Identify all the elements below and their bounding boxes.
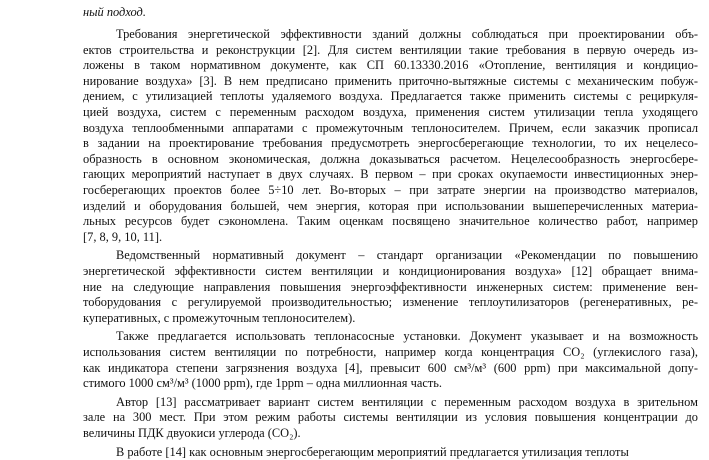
header-line: ный подход.	[83, 5, 146, 19]
text-line: [7, 8, 9, 10, 11].	[83, 229, 163, 244]
text-line: Также предлагается использовать теплонасосные установки. Документ указывает и на возможность	[116, 329, 698, 344]
text-line: нирование воздуха» [3]. В нем предписано применить приточно-вытяжные системы с механическим побуж-	[83, 73, 698, 88]
paragraph	[83, 329, 698, 391]
text-line: воздуха теплообменными аппаратами с промежуточным теплоносителем. Причем, если заказчик прописал	[83, 120, 698, 135]
text-line: дением, с утилизацией теплоты удаляемого воздуха. Предлагается также применить системы с рециркуля-	[83, 89, 698, 104]
paragraph	[83, 395, 698, 442]
text-line: В работе [14] как основным энергосберегающим мероприятий предлагается утилизация теплоты	[116, 444, 629, 459]
text-line: как индикатора степени загрязнения воздуха [4], превысит 600 см³/м³ (600 ppm) при максимальной допу-	[83, 360, 698, 375]
text-line: гающих мероприятий наступает в двух случаях. В первом – при сроках окупаемости инвестиционных энер-	[83, 167, 698, 182]
text-line: ние на следующие направления повышения энергоэффективности инженерных систем: применение вен-	[83, 279, 698, 294]
text-line: стимого 1000 см³/м³ (1000 ppm), где 1ppm – одна миллионная часть.	[83, 376, 443, 391]
text-line: Автор [13] рассматривает вариант систем вентиляции с переменным расходом воздуха в зрительном	[116, 394, 698, 409]
paragraph	[83, 248, 698, 326]
text-line: тоборудования с регулируемой производительностью; изменение теплоутилизаторов (регенеративных, ре-	[83, 295, 698, 310]
text-line: цией воздуха, систем с переменным расходом воздуха, применения систем утилизации тепла уходящего	[83, 104, 698, 119]
text-line: Ведомственный нормативный документ – стандарт организации «Рекомендации по повышению	[116, 248, 698, 263]
text-line: госберегающих проектов более 5÷10 лет. Во-вторых – при затрате энергии на производство материалов,	[83, 182, 698, 197]
text-line: величины ПДК двуокиси углерода (CO₂).	[83, 425, 301, 440]
text-line: куперативных, с промежуточным теплоносителем).	[83, 310, 356, 325]
text-line: ложены в таком нормативном документе, как СП 60.13330.2016 «Отопление, вентиляция и кондицио-	[83, 58, 698, 73]
text-line: в задании на проектирование требования предусмотреть энергосберегающие технологии, то их нецелесо-	[83, 136, 698, 151]
paragraph	[83, 27, 698, 245]
paragraph	[83, 445, 698, 460]
text-line: льных ресурсов будет сэкономлена. Таким оценкам посвящено значительное количество работ, например	[83, 214, 698, 229]
text-line: энергетической эффективности систем вентиляции и кондиционирования воздуха» [12] обращает внима-	[83, 263, 698, 278]
text-line: ектов строительства и реконструкции [2]. Для систем вентиляции такие требования в первую очередь из-	[83, 42, 698, 57]
text-line: образность в основном экономическая, должна доказываться расчетом. Нецелесообразность энергосбере-	[83, 151, 698, 166]
text-line: изделий и оборудования большей, чем энергия, которая при использовании вышеперечисленных материа-	[83, 198, 698, 213]
text-line: использования систем вентиляции по потребности, например когда концентрация CO₂ (углекислого газа),	[83, 344, 698, 359]
text-line: зале на 300 мест. При этом режим работы системы вентиляции из условия повышения концентрации до	[83, 410, 698, 425]
text-line: Требования энергетической эффективности зданий должны соблюдаться при проектировании объ-	[116, 27, 698, 41]
